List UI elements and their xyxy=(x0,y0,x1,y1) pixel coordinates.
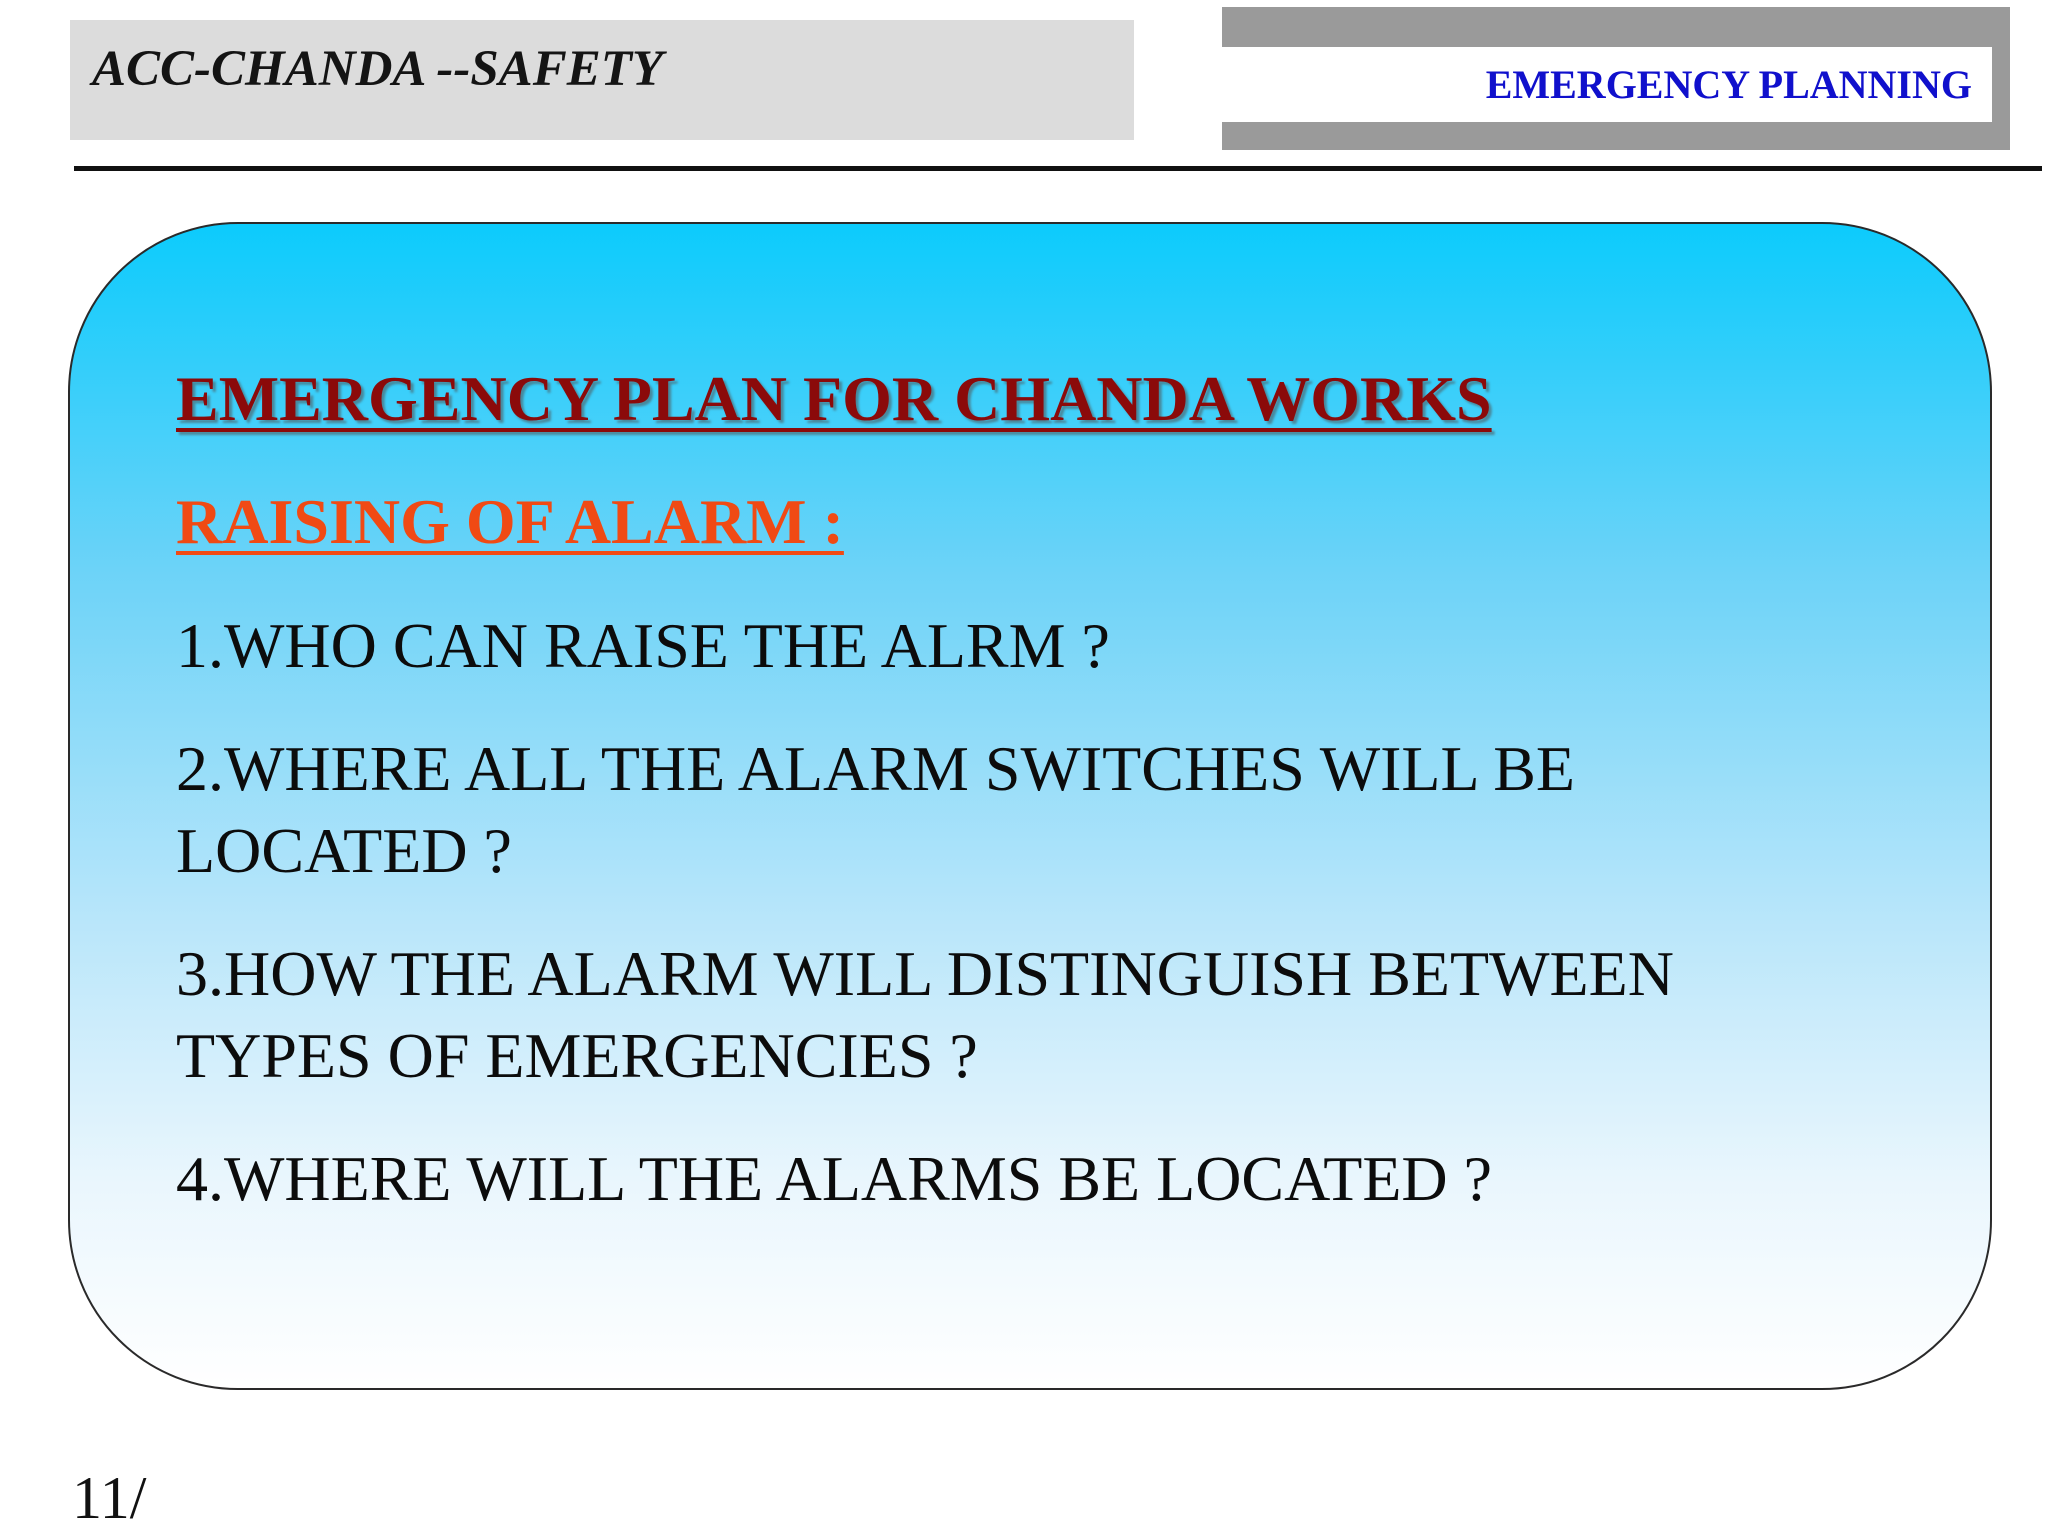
list-item-line: TYPES OF EMERGENCIES ? xyxy=(176,1020,978,1091)
list-item-line: LOCATED ? xyxy=(176,815,512,886)
list-item-line: 2.WHERE ALL THE ALARM SWITCHES WILL BE xyxy=(176,733,1575,804)
list-item-line: 4.WHERE WILL THE ALARMS BE LOCATED ? xyxy=(176,1143,1493,1214)
list-item-line: 3.HOW THE ALARM WILL DISTINGUISH BETWEEN xyxy=(176,938,1674,1009)
header-left-title: ACC-CHANDA --SAFETY xyxy=(92,41,664,97)
list-item-line: 1.WHO CAN RAISE THE ALRM ? xyxy=(176,610,1110,681)
header-divider xyxy=(74,166,2042,171)
list-item xyxy=(176,933,1674,1097)
list-item xyxy=(176,728,1575,892)
list-item xyxy=(176,605,1110,687)
slide-title: EMERGENCY PLAN FOR CHANDA WORKS xyxy=(176,363,1492,434)
section-subtitle: RAISING OF ALARM : xyxy=(176,486,844,557)
page-number: 11/ xyxy=(72,1465,147,1531)
list-item xyxy=(176,1138,1492,1220)
header-left-box xyxy=(70,20,1134,140)
header-right-title: EMERGENCY PLANNING xyxy=(1485,62,1972,107)
